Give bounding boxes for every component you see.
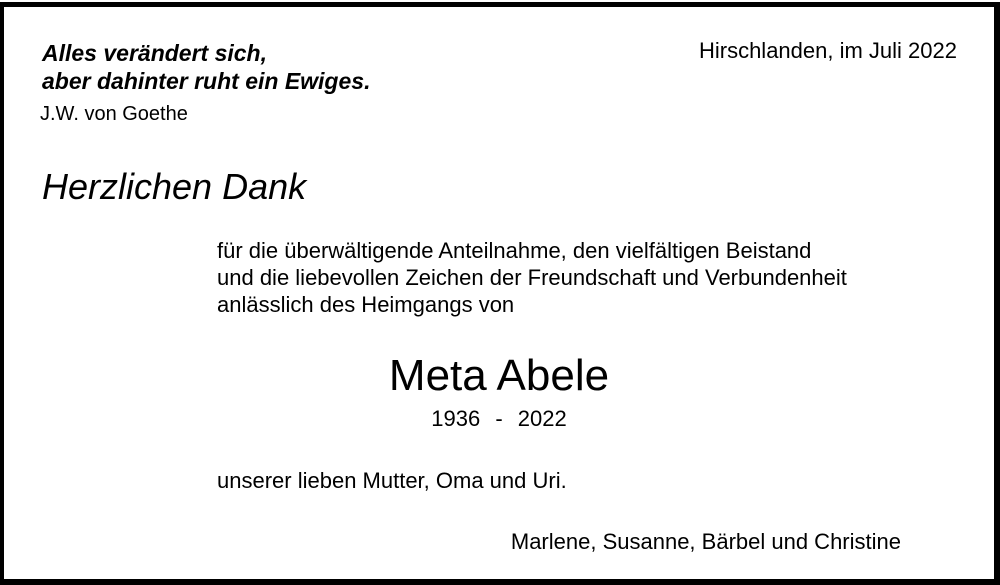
deceased-name: Meta Abele [388, 351, 610, 400]
life-years: 1936 - 2022 [431, 406, 567, 431]
quote-attribution: J.W. von Goethe [40, 103, 188, 125]
quote-line-1: Alles verändert sich, [42, 40, 267, 66]
quote-block [42, 39, 370, 95]
notice-border-frame [0, 2, 1000, 585]
paragraph-line-2: und die liebevollen Zeichen der Freundschaft und Verbundenheit [217, 265, 847, 290]
paragraph-line-1: für die überwältigende Anteilnahme, den vielfältigen Beistand [217, 238, 812, 263]
thank-you-paragraph [217, 237, 847, 318]
thank-you-heading: Herzlichen Dank [42, 166, 307, 207]
signatories-line: Marlene, Susanne, Bärbel und Christine [510, 529, 901, 554]
paragraph-line-3: anlässlich des Heimgangs von [217, 292, 515, 317]
place-and-date: Hirschlanden, im Juli 2022 [698, 38, 957, 63]
dedication-line: unserer lieben Mutter, Oma und Uri. [217, 468, 567, 493]
quote-line-2: aber dahinter ruht ein Ewiges. [42, 68, 371, 94]
